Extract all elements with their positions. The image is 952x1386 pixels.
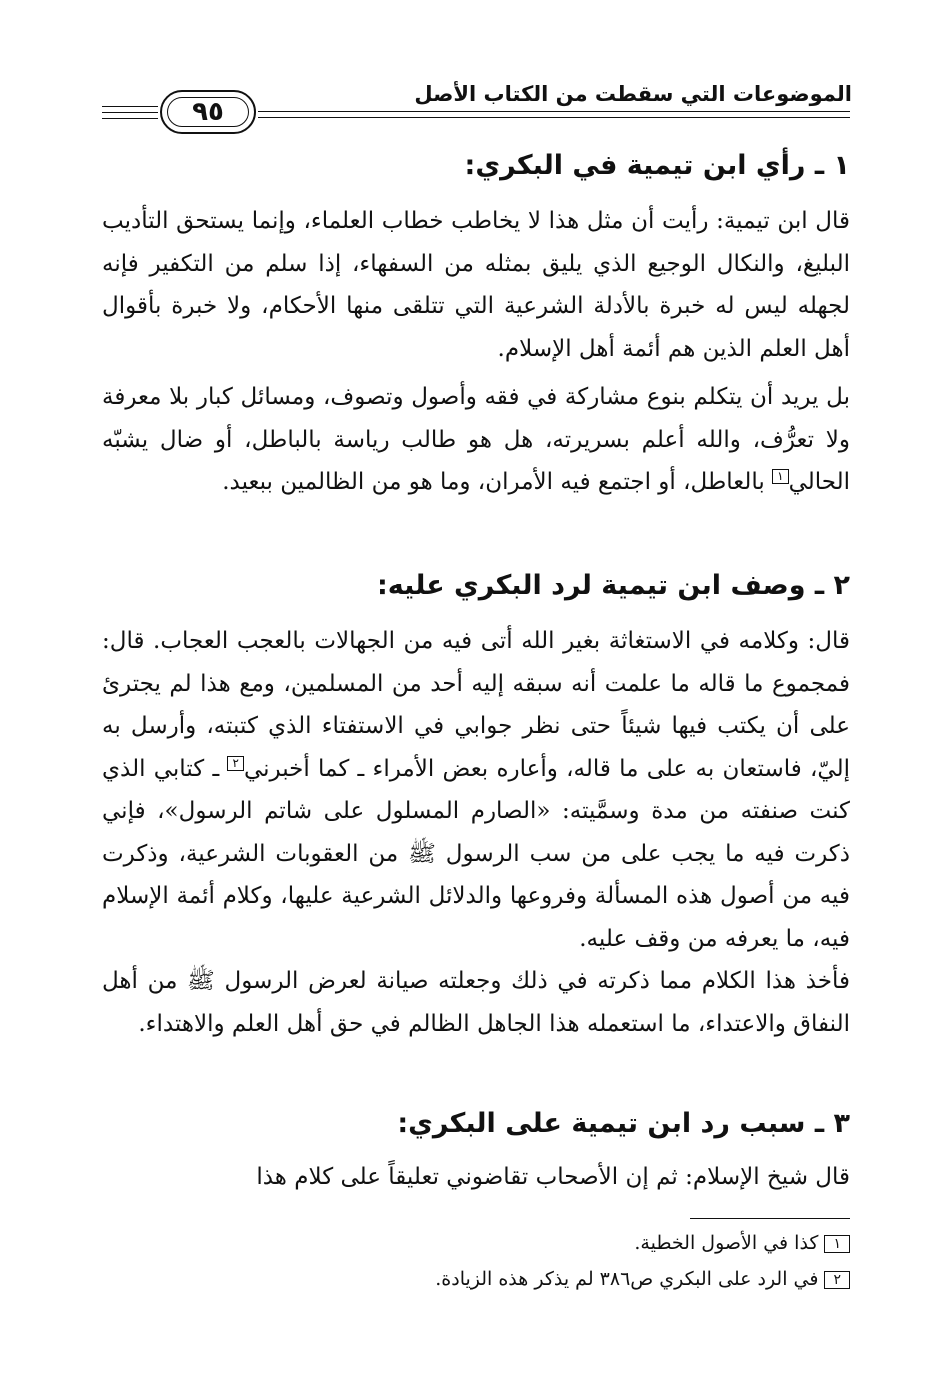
header-rule-left-2 <box>102 112 158 113</box>
footnote-number-box: ٢ <box>824 1271 850 1289</box>
paragraph-text: بل يريد أن يتكلم بنوع مشاركة في فقه وأصول وتصوف، ومسائل كبار بلا معرفة ولا تعرُّف، والله أعلم بسريرته، هل هو طالب رياسة بالباطل، أو ضال يشبّه الحالي <box>102 384 850 495</box>
section-3-paragraph-1 <box>102 1156 850 1199</box>
section-2-paragraph-2 <box>102 960 850 1045</box>
footnote-ref-2[interactable]: ٢ <box>227 756 243 771</box>
page-number-badge <box>160 90 256 134</box>
paragraph-text: قال: وكلامه في الاستغاثة بغير الله أتى فيه من الجهالات بالعجب العجاب. قال: فمجموع ما قاله ما علمت أنه سبقه إليه أحد من المسلمين، ومع هذا لم يجترئ على أن يكتب فيها شيئاً حتى نظر جوابي في الاستفتاء الذي كتبته، وأرسل به إليّ، فاستعان به على ما قاله، وأعاره بعض الأمراء ـ كما أخبرني <box>102 628 850 782</box>
paragraph-text: فأخذ هذا الكلام مما ذكرته في ذلك وجعلته صيانة لعرض الرسول ﷺ من أهل النفاق والاعتداء، ما استعمله هذا الجاهل الظالم في حق أهل العلم والاهتداء. <box>102 968 850 1037</box>
section-2-paragraph-1 <box>102 620 850 960</box>
footnote-text: كذا في الأصول الخطية. <box>634 1232 819 1254</box>
paragraph-text: قال ابن تيمية: رأيت أن مثل هذا لا يخاطب خطاب العلماء، وإنما يستحق التأديب البليغ، والنكال الوجيع الذي يليق بمثله من السفهاء، إذا سلم من التكفير فإنه لجهله ليس له خبرة بالأدلة الشرعية التي تتلقى منها الأحكام، ولا خبرة بأقوال أهل العلم الذين هم أئمة أهل الإسلام. <box>102 208 850 362</box>
footnote-1 <box>634 1232 850 1254</box>
footnote-2 <box>435 1268 850 1290</box>
paragraph-text: بالعاطل، أو اجتمع فيه الأمران، وما هو من الظالمين ببعيد. <box>222 469 773 495</box>
paragraph-text: قال شيخ الإسلام: ثم إن الأصحاب تقاضوني تعليقاً على كلام هذا <box>256 1164 850 1190</box>
footnote-separator <box>690 1218 850 1219</box>
header-rule-right-top <box>258 111 850 112</box>
section-1-paragraph-1 <box>102 200 850 370</box>
header-rule-right-bottom <box>258 117 850 118</box>
footnote-text: في الرد على البكري ص٣٨٦ لم يذكر هذه الزيادة. <box>435 1268 819 1290</box>
header-rule-left-1 <box>102 106 158 107</box>
section-heading-2: ٢ ـ وصف ابن تيمية لرد البكري عليه: <box>377 570 850 601</box>
paragraph-text: ـ كتابي الذي كنت صنفته من مدة وسمَّيته: «الصارم المسلول على شاتم الرسول»، فإني ذكرت فيه ما يجب على من سب الرسول ﷺ من العقوبات الشرعية، وذكرت فيه من أصول هذه المسألة وفروعها والدلائل الشرعية عليها، وكلام أئمة الإسلام فيه، ما يعرفه من وقف عليه. <box>102 755 850 952</box>
section-heading-3: ٣ ـ سبب رد ابن تيمية على البكري: <box>397 1108 850 1139</box>
footnote-ref-1[interactable]: ١ <box>772 469 788 484</box>
page-number: ٩٥ <box>192 97 224 127</box>
header-rule-left-3 <box>102 118 158 119</box>
section-heading-1: ١ ـ رأي ابن تيمية في البكري: <box>464 150 850 181</box>
section-1-paragraph-2 <box>102 376 850 504</box>
running-header-title: الموضوعات التي سقطت من الكتاب الأصل <box>414 82 852 106</box>
footnote-number-box: ١ <box>824 1235 850 1253</box>
